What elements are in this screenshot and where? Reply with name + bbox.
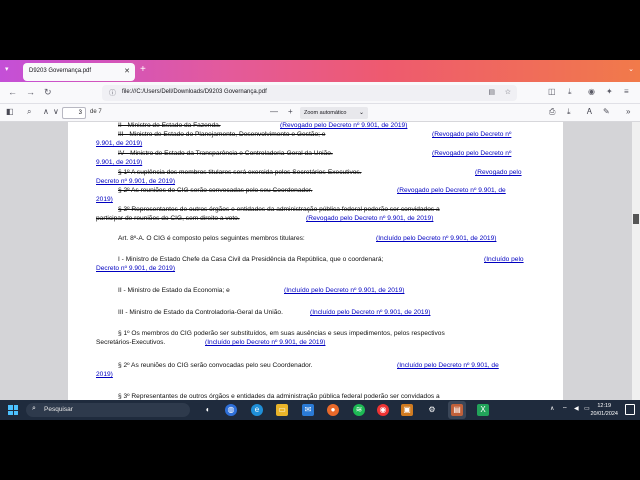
screen — [0, 60, 640, 420]
doc-line: § 1º Os membros do CIG poderão ser substituídos, em suas ausências e seus impedimentos, pelos respectivos — [118, 330, 445, 337]
doc-link[interactable]: (Revogado pelo Decreto nº 9.901, de 2019) — [280, 122, 408, 129]
doc-link[interactable]: (Incluído pelo Decreto nº 9.901, de 2019) — [205, 339, 326, 346]
taskbar — [0, 400, 640, 420]
navigation-bar — [0, 82, 640, 104]
doc-line: § 3º Representantes de outros órgãos e entidades da administração pública federal poderão ser convidados a — [118, 206, 440, 213]
print-icon[interactable]: ⎙ — [549, 107, 556, 116]
url-text: file:///C:/Users/Dell/Downloads/D9203 Governança.pdf — [122, 89, 267, 95]
doc-link[interactable]: 2019) — [96, 371, 113, 378]
volume-icon[interactable]: ◀ — [574, 406, 579, 412]
doc-line: Secretários-Executivos. — [96, 339, 166, 346]
firefox-icon[interactable]: ● — [327, 404, 339, 416]
tab-close-icon[interactable]: ✕ — [124, 68, 130, 75]
mail-icon[interactable]: ✉ — [302, 404, 314, 416]
doc-link[interactable]: (Incluído pelo Decreto nº 9.901, de 2019) — [284, 287, 405, 294]
battery-icon[interactable]: ▭ — [584, 406, 590, 412]
doc-link[interactable]: 2019) — [96, 196, 113, 203]
forward-icon[interactable]: → — [26, 87, 35, 97]
file-explorer-icon[interactable]: ▭ — [276, 404, 288, 416]
copilot-icon[interactable]: ◍ — [225, 404, 237, 416]
pdf-page — [68, 122, 563, 400]
text-tool-icon[interactable]: Ꭺ — [587, 107, 593, 116]
page-total: de 7 — [90, 109, 102, 115]
back-icon[interactable]: ← — [8, 87, 17, 97]
edge-icon[interactable]: e — [251, 404, 263, 416]
chevron-down-icon: ⌄ — [358, 110, 364, 116]
task-view-icon[interactable]: ◐ — [205, 405, 211, 414]
excel-icon[interactable]: X — [477, 404, 489, 416]
next-page-icon[interactable]: ∨ — [53, 107, 59, 116]
zoom-in-button[interactable]: + — [288, 107, 293, 116]
pdf-toolbar — [0, 104, 640, 122]
doc-link[interactable]: (Incluído pelo Decreto nº 9.901, de — [397, 362, 499, 369]
system-clock[interactable] — [590, 402, 618, 418]
doc-link[interactable]: (Revogado pelo Decreto nº — [432, 150, 512, 157]
doc-link[interactable]: Decreto nº 9.901, de 2019) — [96, 265, 176, 272]
doc-line: II - Ministro de Estado da Fazenda. — [118, 122, 221, 129]
page-info-icon[interactable]: ⓘ — [109, 90, 116, 97]
doc-link[interactable]: (Incluído pelo Decreto nº 9.901, de 2019) — [376, 235, 497, 242]
doc-line: § 2º As reuniões do CIG serão convocadas pelo seu Coordenador. — [118, 362, 313, 369]
doc-line: I - Ministro de Estado Chefe da Casa Civil da Presidência da República, que o coordenará; — [118, 256, 384, 263]
reload-icon[interactable]: ↻ — [44, 87, 52, 97]
notification-icon[interactable] — [625, 404, 635, 415]
doc-link[interactable]: 9.901, de 2019) — [96, 159, 143, 166]
doc-line: participar de reuniões do CIG, sem direito a voto. — [96, 215, 240, 222]
doc-line: § 2º As reuniões do CIG serão convocadas pelo seu Coordenador. — [118, 187, 313, 194]
tab-list-icon[interactable]: ▾ — [5, 66, 9, 73]
page-number-input[interactable]: 3 — [62, 107, 86, 119]
doc-link[interactable]: (Revogado pelo Decreto nº 9.901, de — [397, 187, 506, 194]
doc-line: III - Ministro de Estado da Controladoria-Geral da União. — [118, 309, 283, 316]
scrollbar-thumb[interactable] — [633, 214, 639, 224]
tools-menu-icon[interactable]: » — [626, 107, 631, 116]
sidebar-toggle-icon[interactable]: ◧ — [6, 107, 14, 116]
doc-link[interactable]: Decreto nº 9.901, de 2019) — [96, 178, 176, 185]
chrome-icon[interactable]: ◉ — [377, 404, 389, 416]
url-bar[interactable] — [102, 85, 517, 101]
store-icon[interactable]: ▣ — [401, 404, 413, 416]
zoom-select[interactable] — [300, 107, 368, 119]
doc-link[interactable]: (Revogado pelo Decreto nº 9.901, de 2019) — [306, 215, 434, 222]
search-icon: ⌕ — [32, 405, 36, 412]
reader-view-icon[interactable]: ▤ — [488, 89, 495, 96]
clock-date: 20/01/2024 — [590, 411, 618, 417]
doc-line: § 1º A suplência dos membros titulares será exercida pelos Secretários-Executivos. — [118, 169, 362, 176]
settings-gear-icon[interactable]: ⚙ — [428, 405, 436, 414]
tray-overflow-icon[interactable]: ∧ — [550, 406, 555, 412]
extensions-icon[interactable]: ✦ — [606, 87, 613, 96]
doc-line: Art. 8º-A. O CIG é composto pelos seguintes membros titulares: — [118, 235, 305, 242]
clock-time: 12:19 — [597, 403, 612, 409]
menu-icon[interactable]: ≡ — [624, 87, 629, 96]
scrollbar[interactable] — [632, 122, 640, 400]
spotify-icon[interactable]: ≋ — [353, 404, 365, 416]
doc-line: II - Ministro de Estado da Economia; e — [118, 287, 230, 294]
doc-line: § 3º Representantes de outros órgãos e entidades da administração pública federal poderão ser convidados a — [118, 393, 440, 400]
draw-tool-icon[interactable]: ✎ — [603, 107, 610, 116]
tab-title: D9203 Governança.pdf — [29, 68, 92, 74]
downloads-icon[interactable]: ⤓ — [568, 87, 572, 96]
doc-link[interactable]: (Incluído pelo — [484, 256, 524, 263]
doc-line: III - Ministro de Estado do Planejamento, Desenvolvimento e Gestão; e — [118, 131, 326, 138]
new-tab-button[interactable]: + — [140, 64, 146, 75]
pocket-icon[interactable]: ◫ — [548, 87, 556, 96]
previous-page-icon[interactable]: ∧ — [43, 107, 49, 116]
search-placeholder: Pesquisar — [44, 406, 73, 413]
taskbar-search[interactable] — [26, 403, 190, 417]
find-icon[interactable]: ⌕ — [27, 107, 32, 116]
bookmark-star-icon[interactable]: ☆ — [504, 89, 511, 96]
pdf-app-icon[interactable]: ▤ — [451, 404, 463, 416]
doc-line: IV - Ministro de Estado da Transparência e Controladoria-Geral da União. — [118, 150, 333, 157]
save-icon[interactable]: ⤓ — [567, 107, 571, 116]
doc-link[interactable]: (Revogado pelo — [475, 169, 522, 176]
windows-start-icon[interactable] — [8, 405, 18, 415]
list-all-tabs-icon[interactable]: ⌄ — [628, 66, 634, 73]
doc-link[interactable]: 9.901, de 2019) — [96, 140, 143, 147]
zoom-value: Zoom automático — [304, 110, 347, 116]
network-icon[interactable]: ⌔ — [562, 407, 568, 413]
browser-tab-bar — [0, 60, 640, 82]
doc-link[interactable]: (Revogado pelo Decreto nº — [432, 131, 512, 138]
account-icon[interactable]: ◉ — [588, 87, 595, 96]
pdf-viewer[interactable] — [0, 122, 640, 400]
zoom-out-button[interactable]: — — [270, 107, 278, 116]
doc-link[interactable]: (Incluído pelo Decreto nº 9.901, de 2019) — [310, 309, 431, 316]
browser-tab[interactable] — [23, 63, 135, 81]
